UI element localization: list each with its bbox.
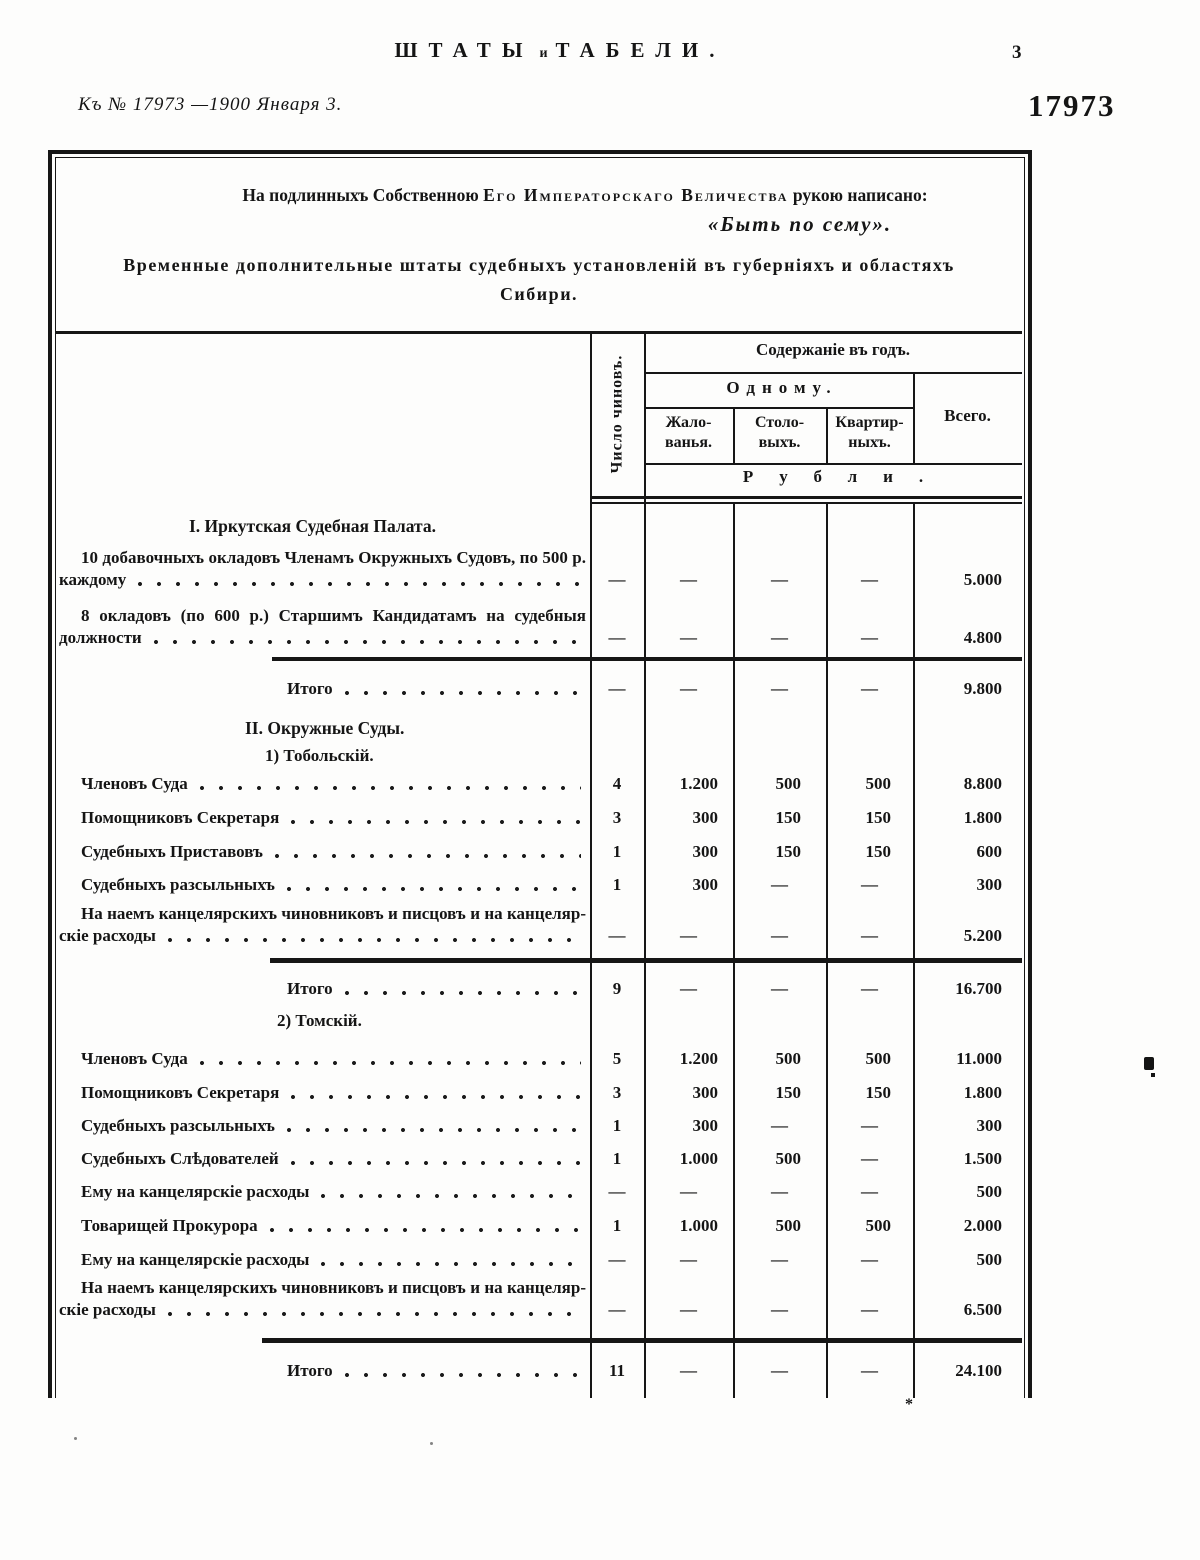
cell-quarters: 500 xyxy=(865,1216,891,1235)
table-row xyxy=(59,807,1022,829)
cell-count: 1 xyxy=(612,1149,622,1168)
row-label-line2: каждому xyxy=(59,570,127,589)
dot-leader xyxy=(199,1060,581,1066)
cell-total: 500 xyxy=(976,1250,1002,1269)
cell-table-money: — xyxy=(771,1361,788,1380)
cell-table-money: — xyxy=(771,875,788,894)
row-label xyxy=(59,1360,590,1382)
cell-count: 5 xyxy=(612,1049,622,1068)
cell-salary: — xyxy=(680,628,697,647)
preamble-line1-start: На подлинныхъ Собственною xyxy=(242,185,479,205)
table-row xyxy=(59,1048,1022,1070)
column-header-quarters-l2: ныхъ. xyxy=(848,434,891,451)
cell-total: 24.100 xyxy=(955,1361,1002,1380)
column-header-table-l1: Столо- xyxy=(754,414,805,431)
cell-quarters: — xyxy=(861,1182,878,1201)
table-row xyxy=(59,1115,1022,1137)
table-row xyxy=(59,1215,1022,1237)
cell-quarters: 150 xyxy=(865,842,891,861)
cell-quarters: — xyxy=(861,570,878,589)
cell-count: 1 xyxy=(612,875,622,894)
row-label-line1: 10 добавочныхъ окладовъ Членамъ Окружныхъ Судовъ, по 500 р. xyxy=(81,548,586,567)
cell-quarters: — xyxy=(861,1361,878,1380)
cell-count: 1 xyxy=(612,842,622,861)
dot-leader xyxy=(344,690,581,696)
column-header-quarters xyxy=(826,413,913,453)
document-title xyxy=(56,251,1022,309)
cell-total: 4.800 xyxy=(963,628,1002,647)
column-header-total: Всего. xyxy=(944,406,991,425)
cell-quarters: 150 xyxy=(865,1083,891,1102)
row-label xyxy=(59,1148,590,1170)
table-row xyxy=(59,605,1022,649)
cell-total: 500 xyxy=(976,1182,1002,1201)
cell-table-money: — xyxy=(771,979,788,998)
dot-leader xyxy=(290,1160,581,1166)
cell-table-money: — xyxy=(771,926,788,945)
cell-salary: — xyxy=(680,1182,697,1201)
cell-salary: 300 xyxy=(692,1083,718,1102)
cell-table-money: — xyxy=(771,1250,788,1269)
column-header-table-money xyxy=(733,413,826,453)
row-label-line2: должности xyxy=(59,628,142,647)
row-label xyxy=(59,874,590,896)
cell-salary: 300 xyxy=(692,808,718,827)
cell-total: 6.500 xyxy=(963,1300,1002,1319)
dot-leader xyxy=(199,785,581,791)
total-row xyxy=(59,678,1022,700)
table-row xyxy=(59,874,1022,896)
cell-total: 5.200 xyxy=(963,926,1002,945)
column-group-yearly-pay: Содержаніе въ годъ. xyxy=(755,340,910,359)
total-label: Итого xyxy=(287,679,333,698)
dot-leader xyxy=(290,819,581,825)
cell-salary: 300 xyxy=(692,842,718,861)
row-label xyxy=(59,547,590,591)
print-speck xyxy=(430,1442,433,1445)
cell-table-money: 150 xyxy=(775,1083,801,1102)
cell-count: — xyxy=(608,679,626,698)
row-label xyxy=(59,841,590,863)
row-label xyxy=(59,1181,590,1203)
table-top-rule xyxy=(56,331,1022,334)
row-label xyxy=(59,1082,590,1104)
cell-total: 600 xyxy=(976,842,1002,861)
cell-count: — xyxy=(608,1250,626,1269)
dot-leader xyxy=(153,639,581,645)
table-row xyxy=(59,1082,1022,1104)
subtotal-rule xyxy=(270,958,1022,963)
dot-leader xyxy=(274,853,581,859)
row-label-text: Ему на канцелярскіе расходы xyxy=(81,1182,310,1201)
subtotal-rule xyxy=(272,657,1022,661)
row-label-text: Ему на канцелярскіе расходы xyxy=(81,1250,310,1269)
subsection-heading: 2) Томскій. xyxy=(277,1011,362,1030)
cell-quarters: — xyxy=(861,679,878,698)
cell-salary: 1.000 xyxy=(679,1149,718,1168)
cell-count: — xyxy=(608,1182,626,1201)
cell-count: — xyxy=(608,926,626,945)
preamble-line1 xyxy=(105,185,1065,206)
total-row xyxy=(59,1360,1022,1382)
cell-quarters: — xyxy=(861,1116,878,1135)
cell-quarters: — xyxy=(861,875,878,894)
cell-quarters: — xyxy=(861,979,878,998)
cell-table-money: 150 xyxy=(775,842,801,861)
dot-leader xyxy=(290,1094,581,1100)
dot-leader xyxy=(320,1261,581,1267)
table-row xyxy=(59,773,1022,795)
table-row xyxy=(59,547,1022,591)
preamble-imperial-title: Его Императорскаго Величества xyxy=(483,185,789,205)
cell-total: 300 xyxy=(976,875,1002,894)
dot-leader xyxy=(320,1193,581,1199)
dot-leader xyxy=(137,581,581,587)
table-row xyxy=(59,1181,1022,1203)
cell-table-money: — xyxy=(771,1300,788,1319)
row-label-text: Товарищей Прокурора xyxy=(81,1216,258,1235)
cell-quarters: 150 xyxy=(865,808,891,827)
subtotal-rule xyxy=(262,1338,1022,1343)
dot-leader xyxy=(167,937,581,943)
row-label xyxy=(59,1215,590,1237)
cell-total: 1.800 xyxy=(963,808,1002,827)
row-label xyxy=(59,978,590,1000)
row-label xyxy=(59,1249,590,1271)
column-group-per-person: Одному. xyxy=(726,378,838,397)
cell-total: 8.800 xyxy=(963,774,1002,793)
cell-quarters: — xyxy=(861,1250,878,1269)
table-row xyxy=(59,1148,1022,1170)
row-label xyxy=(59,807,590,829)
row-label-text: Судебныхъ Приставовъ xyxy=(81,842,263,861)
masthead-word-shtaty: ШТАТЫ xyxy=(394,38,534,62)
cell-table-money: 500 xyxy=(775,774,801,793)
dot-leader xyxy=(269,1227,581,1233)
cell-count: 11 xyxy=(608,1361,626,1380)
footnote-asterisk: * xyxy=(905,1396,913,1413)
cell-table-money: 500 xyxy=(775,1049,801,1068)
row-label-line1: 8 окладовъ (по 600 р.) Старшимъ Кандидатамъ на судебныя xyxy=(81,606,586,625)
dot-leader xyxy=(344,1372,581,1378)
divider xyxy=(644,463,1022,465)
print-speck xyxy=(74,1437,77,1440)
column-header-salary-l1: Жало- xyxy=(665,414,712,431)
cell-count: 1 xyxy=(612,1216,622,1235)
dot-leader xyxy=(167,1311,581,1317)
cell-table-money: — xyxy=(771,570,788,589)
cell-total: 2.000 xyxy=(963,1216,1002,1235)
cell-total: 1.800 xyxy=(963,1083,1002,1102)
subsection-heading: 1) Тобольскій. xyxy=(265,746,374,765)
row-label xyxy=(59,678,590,700)
cell-salary: — xyxy=(680,570,697,589)
cell-total: 16.700 xyxy=(955,979,1002,998)
cell-count: 3 xyxy=(612,1083,622,1102)
row-label-line2: скіе расходы xyxy=(59,1300,156,1319)
cell-salary: — xyxy=(680,979,697,998)
cell-total: 11.000 xyxy=(956,1049,1002,1068)
document-title-line2: Сибири. xyxy=(499,284,579,304)
row-label xyxy=(59,1048,590,1070)
total-label: Итого xyxy=(287,1361,333,1380)
total-row xyxy=(59,978,1022,1000)
cell-salary: 1.000 xyxy=(679,1216,718,1235)
total-label: Итого xyxy=(287,979,333,998)
cell-salary: — xyxy=(680,1250,697,1269)
table-row xyxy=(59,903,1022,947)
divider xyxy=(644,372,1022,374)
row-label-text: Судебныхъ разсыльныхъ xyxy=(81,1116,275,1135)
document-number: 17973 xyxy=(1028,88,1116,123)
cell-quarters: — xyxy=(861,1149,878,1168)
cell-quarters: — xyxy=(861,628,878,647)
row-label xyxy=(59,1277,590,1321)
column-header-count xyxy=(590,331,644,497)
ink-blot xyxy=(1144,1057,1154,1070)
column-header-salary xyxy=(644,413,733,453)
cell-salary: — xyxy=(680,679,697,698)
row-label xyxy=(59,1115,590,1137)
cell-count: — xyxy=(608,570,626,589)
row-label-text: Помощниковъ Секретаря xyxy=(81,1083,280,1102)
cell-table-money: 500 xyxy=(775,1149,801,1168)
units-row-rubles: Рубли. xyxy=(742,467,950,486)
cell-table-money: — xyxy=(771,1182,788,1201)
dot-leader xyxy=(286,886,581,892)
cell-count: — xyxy=(608,1300,626,1319)
table-row xyxy=(59,841,1022,863)
row-label-line1: На наемъ канцелярскихъ чиновниковъ и писцовъ и на канцеляр- xyxy=(81,1278,586,1297)
dot-leader xyxy=(344,990,581,996)
column-header-count-label: Число чиновъ. xyxy=(608,354,626,474)
row-label-line2: скіе расходы xyxy=(59,926,156,945)
cell-count: 3 xyxy=(612,808,622,827)
table-row xyxy=(59,1249,1022,1271)
masthead-word-tabeli: ТАБЕЛИ. xyxy=(555,38,726,62)
row-label xyxy=(59,605,590,649)
ink-blot xyxy=(1151,1073,1155,1077)
row-label-text: Судебныхъ разсыльныхъ xyxy=(81,875,275,894)
section-heading: II. Окружные Суды. xyxy=(245,718,405,738)
cell-salary: — xyxy=(680,1361,697,1380)
cell-total: 1.500 xyxy=(963,1149,1002,1168)
row-label-text: Судебныхъ Слѣдователей xyxy=(81,1149,279,1168)
column-header-quarters-l1: Квартир- xyxy=(835,414,904,431)
row-label-line1: На наемъ канцелярскихъ чиновниковъ и писцовъ и на канцеляр- xyxy=(81,904,586,923)
row-label-text: Членовъ Суда xyxy=(81,774,188,793)
row-label xyxy=(59,903,590,947)
divider xyxy=(644,407,913,409)
column-header-salary-l2: ванья. xyxy=(665,434,712,451)
preamble-line1-end: рукою написано: xyxy=(792,185,928,205)
page-number: 3 xyxy=(1012,42,1022,63)
cell-total: 9.800 xyxy=(963,679,1002,698)
cell-salary: 300 xyxy=(692,1116,718,1135)
cell-table-money: 500 xyxy=(775,1216,801,1235)
row-label-text: Членовъ Суда xyxy=(81,1049,188,1068)
cell-total: 5.000 xyxy=(963,570,1002,589)
cell-quarters: 500 xyxy=(865,774,891,793)
cell-count: 9 xyxy=(612,979,622,998)
document-reference: Къ № 17973 —1900 Января 3. xyxy=(78,94,343,115)
dot-leader xyxy=(286,1127,581,1133)
imperial-resolution: «Быть по сему». xyxy=(707,212,893,236)
cell-quarters: — xyxy=(861,1300,878,1319)
cell-quarters: 500 xyxy=(865,1049,891,1068)
section-heading: I. Иркутская Судебная Палата. xyxy=(189,516,436,536)
cell-salary: — xyxy=(680,926,697,945)
cell-table-money: — xyxy=(771,679,788,698)
row-label xyxy=(59,773,590,795)
document-title-line1: Временные дополнительные штаты судебныхъ установленій въ губерніяхъ и областяхъ xyxy=(123,255,955,275)
cell-count: 4 xyxy=(612,774,622,793)
cell-count: 1 xyxy=(612,1116,622,1135)
cell-salary: 1.200 xyxy=(679,1049,718,1068)
row-label-text: Помощниковъ Секретаря xyxy=(81,808,280,827)
cell-count: — xyxy=(608,628,626,647)
cell-table-money: — xyxy=(771,1116,788,1135)
cell-salary: 1.200 xyxy=(679,774,718,793)
masthead-title xyxy=(0,38,1120,63)
header-bottom-rule-2 xyxy=(590,502,1022,504)
cell-salary: — xyxy=(680,1300,697,1319)
masthead-word-i: и xyxy=(539,46,550,61)
cell-quarters: — xyxy=(861,926,878,945)
cell-table-money: — xyxy=(771,628,788,647)
cell-salary: 300 xyxy=(692,875,718,894)
column-header-table-l2: выхъ. xyxy=(758,434,801,451)
table-row xyxy=(59,1277,1022,1321)
cell-total: 300 xyxy=(976,1116,1002,1135)
cell-table-money: 150 xyxy=(775,808,801,827)
header-bottom-rule xyxy=(590,496,1022,499)
